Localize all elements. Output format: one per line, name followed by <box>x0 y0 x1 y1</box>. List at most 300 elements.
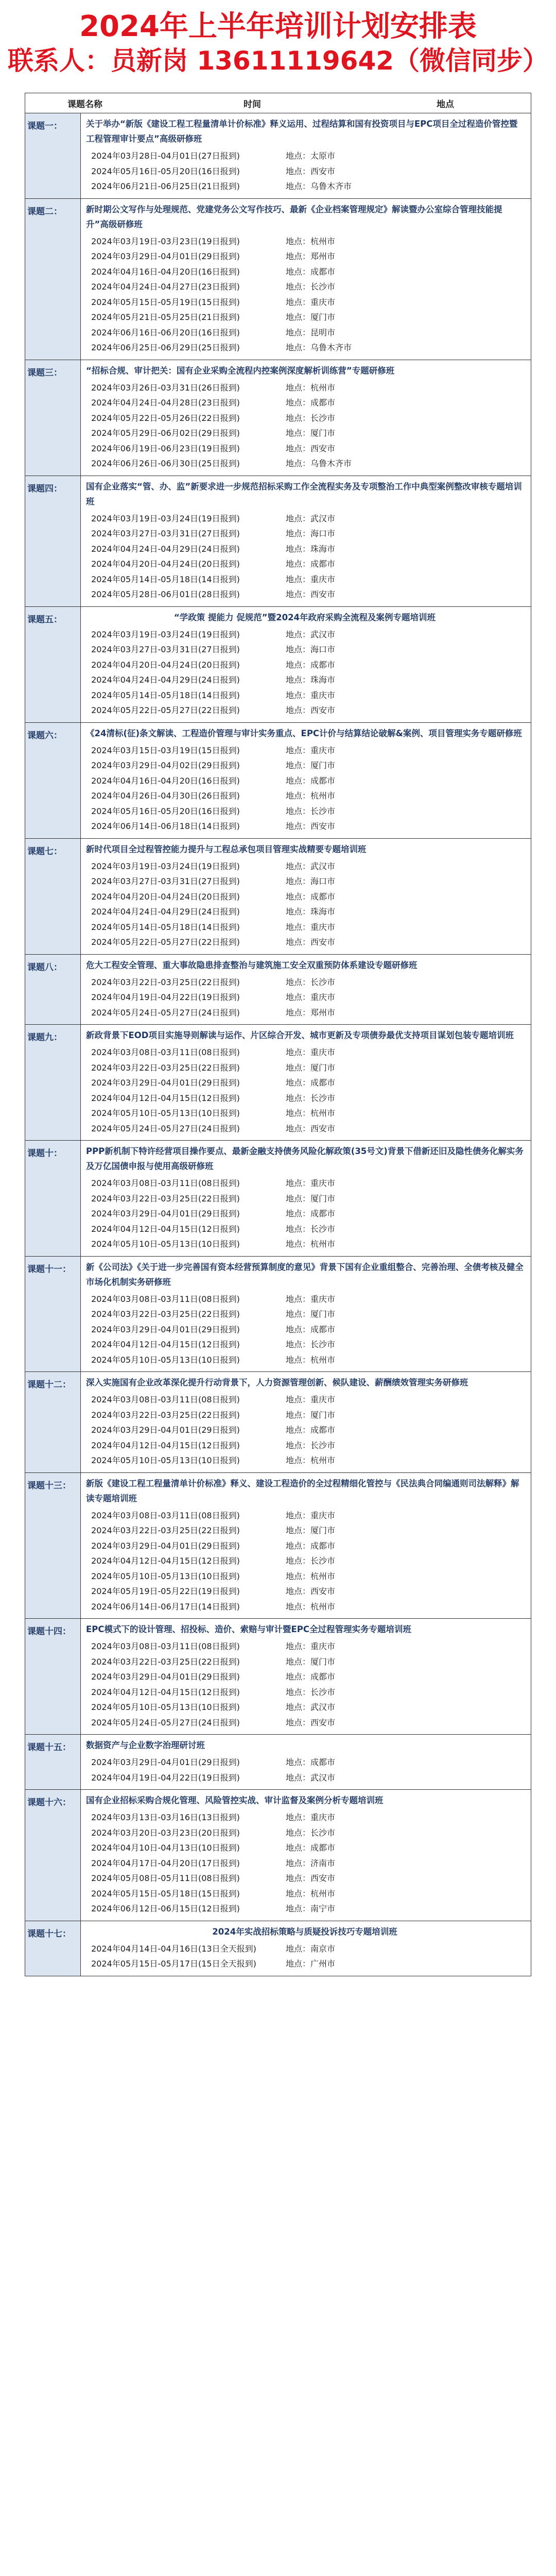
session-checkin: (15日报到) <box>198 745 240 755</box>
session-row <box>86 395 524 411</box>
session-location: 乌鲁木齐市 <box>310 343 352 352</box>
session-location-prefix: 地点： <box>286 1904 311 1913</box>
session-location-prefix: 地点： <box>286 297 311 307</box>
session-location-prefix: 地点： <box>286 443 311 453</box>
session-location-prefix: 地点： <box>286 629 311 639</box>
session-checkin: (13日报到) <box>198 1812 240 1822</box>
session-location: 重庆市 <box>310 690 336 700</box>
session-date: 2024年04月12日-04月15日 <box>91 1556 198 1566</box>
session-location-prefix: 地点： <box>286 151 311 161</box>
session-location-prefix: 地点： <box>286 1641 311 1651</box>
session-checkin: (22日报到) <box>198 1193 240 1204</box>
session-row <box>86 920 524 935</box>
session-location-prefix: 地点： <box>286 1093 311 1103</box>
header-course-name: 课题名称 <box>67 99 102 110</box>
course-topic: 新时代项目全过程管控能力提升与工程总承包项目管理实战精要专题培训班 <box>86 844 367 854</box>
session-location-prefix: 地点： <box>286 1959 311 1969</box>
session-location: 厦门市 <box>310 760 336 770</box>
session-date: 2024年05月14日-05月18日 <box>91 922 198 932</box>
session-checkin: (24日报到) <box>198 1007 240 1018</box>
course-label: 课题二： <box>25 198 81 360</box>
session-checkin: (14日报到) <box>198 922 240 932</box>
session-date: 2024年03月08日-03月11日 <box>91 1294 198 1304</box>
contact-line: 联系人：员新岗 13611119642（微信同步） <box>7 46 549 76</box>
session-row <box>86 743 524 758</box>
session-location: 长沙市 <box>310 1687 336 1697</box>
session-row <box>86 1856 524 1871</box>
session-location: 杭州市 <box>310 236 336 246</box>
session-location-prefix: 地点： <box>286 1540 311 1551</box>
session-location: 厦门市 <box>310 1193 336 1204</box>
session-row <box>86 1191 524 1207</box>
session-location-prefix: 地点： <box>286 1556 311 1566</box>
session-row <box>86 1538 524 1554</box>
session-row <box>86 1045 524 1060</box>
session-checkin: (14日报到) <box>198 821 240 831</box>
table-header-cells <box>25 93 531 113</box>
session-location-prefix: 地点： <box>286 1239 311 1249</box>
session-location: 南宁市 <box>310 1904 336 1913</box>
session-row <box>86 1292 524 1307</box>
session-checkin: (24日报到) <box>198 1123 240 1133</box>
session-location: 重庆市 <box>310 1395 336 1404</box>
session-location: 武汉市 <box>310 1772 336 1783</box>
session-row <box>86 1825 524 1841</box>
session-date: 2024年05月16日-05月20日 <box>91 806 198 816</box>
session-location-prefix: 地点： <box>286 1309 311 1319</box>
session-date: 2024年03月19日-03月24日 <box>91 861 198 871</box>
session-checkin: (19日报到) <box>198 861 240 871</box>
session-location: 广州市 <box>310 1959 336 1969</box>
session-date: 2024年03月29日-04月01日 <box>91 1540 198 1551</box>
session-row <box>86 587 524 602</box>
session-location: 长沙市 <box>310 1440 336 1450</box>
session-row <box>86 1307 524 1322</box>
course-content <box>81 1790 531 1921</box>
session-checkin: (20日报到) <box>198 559 240 569</box>
session-checkin: (08日报到) <box>198 1641 240 1651</box>
course-row <box>25 1921 531 1976</box>
session-location-prefix: 地点： <box>286 282 311 292</box>
session-row <box>86 148 524 164</box>
session-location: 西安市 <box>310 1586 336 1596</box>
session-checkin: (10日报到) <box>198 1702 240 1712</box>
session-checkin: (22日报到) <box>198 1656 240 1667</box>
session-row <box>86 1553 524 1569</box>
session-location-prefix: 地点： <box>286 1340 311 1349</box>
session-date: 2024年04月12日-04月15日 <box>91 1093 198 1103</box>
session-checkin: (16日报到) <box>198 775 240 786</box>
session-checkin: (08日报到) <box>198 1395 240 1404</box>
session-row <box>86 1408 524 1423</box>
course-content <box>81 476 531 606</box>
session-location: 长沙市 <box>310 977 336 987</box>
session-location: 海口市 <box>310 529 336 538</box>
course-label: 课题十二： <box>25 1372 81 1473</box>
session-date: 2024年05月10日-05月13日 <box>91 1571 198 1581</box>
session-location: 珠海市 <box>310 675 336 685</box>
session-row <box>86 889 524 905</box>
session-date: 2024年05月08日-05月11日 <box>91 1873 198 1883</box>
session-row <box>86 703 524 718</box>
session-row <box>86 773 524 789</box>
session-row <box>86 819 524 834</box>
course-row <box>25 722 531 838</box>
session-date: 2024年03月29日-04月02日 <box>91 760 198 770</box>
course-row <box>25 476 531 606</box>
session-location: 长沙市 <box>310 413 336 423</box>
session-location: 成都市 <box>310 1672 336 1682</box>
session-date: 2024年04月17日-04月20日 <box>91 1858 198 1868</box>
session-checkin: (22日报到) <box>198 705 240 715</box>
session-location-prefix: 地点： <box>286 1943 311 1954</box>
session-location-prefix: 地点： <box>286 1702 311 1712</box>
session-checkin: (23日报到) <box>198 398 240 408</box>
session-location: 重庆市 <box>310 992 336 1002</box>
session-location-prefix: 地点： <box>286 659 311 670</box>
session-date: 2024年03月27日-03月31日 <box>91 529 198 538</box>
session-row <box>86 1523 524 1538</box>
session-location: 济南市 <box>310 1858 336 1868</box>
session-location: 珠海市 <box>310 907 336 917</box>
course-topic: “学政策 提能力 促规范”暨2024年政府采购全流程及案例专题培训班 <box>173 612 436 622</box>
session-date: 2024年03月28日-04月01日 <box>91 151 198 161</box>
session-checkin: (15日报到) <box>198 1888 240 1899</box>
session-date: 2024年05月22日-05月27日 <box>91 705 198 715</box>
session-row <box>86 1840 524 1856</box>
session-location-prefix: 地点： <box>286 1672 311 1682</box>
session-location: 长沙市 <box>310 1340 336 1349</box>
session-row <box>86 672 524 688</box>
session-location-prefix: 地点： <box>286 398 311 408</box>
session-row <box>86 642 524 657</box>
header-time: 时间 <box>244 99 261 110</box>
session-date: 2024年05月19日-05月22日 <box>91 1586 198 1596</box>
session-location: 厦门市 <box>310 1526 336 1535</box>
session-location-prefix: 地点： <box>286 589 311 599</box>
session-location-prefix: 地点： <box>286 891 311 902</box>
session-checkin: (28日报到) <box>198 589 240 599</box>
session-location: 重庆市 <box>310 1812 336 1822</box>
session-location: 厦门市 <box>310 1410 336 1420</box>
session-row <box>86 1337 524 1352</box>
session-location-prefix: 地点： <box>286 1812 311 1822</box>
session-location: 昆明市 <box>310 327 336 337</box>
course-topic: 国有企业落实“管、办、监”新要求进一步规范招标采购工作全流程实务及专项整治工作中典型案例整改审核专题培训班 <box>86 481 522 506</box>
course-label: 课题十： <box>25 1141 81 1257</box>
session-location: 厦门市 <box>310 1656 336 1667</box>
session-date: 2024年03月19日-03月24日 <box>91 629 198 639</box>
session-location: 厦门市 <box>310 1309 336 1319</box>
session-date: 2024年04月12日-04月15日 <box>91 1687 198 1697</box>
course-label: 课题十七： <box>25 1921 81 1976</box>
session-location-prefix: 地点： <box>286 922 311 932</box>
session-row <box>86 1685 524 1700</box>
course-topic: 危大工程安全管理、重大事故隐患排查整治与建筑施工安全双重预防体系建设专题研修班 <box>86 960 418 970</box>
session-location-prefix: 地点： <box>286 1294 311 1304</box>
session-date: 2024年06月26日-06月30日 <box>91 459 198 468</box>
session-date: 2024年03月08日-03月11日 <box>91 1178 198 1188</box>
session-checkin: (20日报到) <box>198 1827 240 1838</box>
session-checkin: (10日报到) <box>198 1239 240 1249</box>
session-row <box>86 249 524 264</box>
session-checkin: (19日报到) <box>198 992 240 1002</box>
course-topic: 国有企业招标采购合规化管理、风险管控实战、审计监督及案例分析专题培训班 <box>86 1795 384 1805</box>
session-location: 杭州市 <box>310 1354 336 1365</box>
session-location: 长沙市 <box>310 1224 336 1234</box>
session-date: 2024年03月22日-03月25日 <box>91 977 198 987</box>
session-location: 西安市 <box>310 589 336 599</box>
session-date: 2024年03月29日-04月01日 <box>91 1078 198 1088</box>
session-location-prefix: 地点： <box>286 1843 311 1853</box>
session-date: 2024年05月24日-05月27日 <box>91 1717 198 1727</box>
session-checkin: (22日报到) <box>198 1309 240 1319</box>
session-row <box>86 1091 524 1106</box>
session-date: 2024年03月08日-03月11日 <box>91 1047 198 1057</box>
session-row <box>86 758 524 773</box>
session-checkin: (12日报到) <box>198 1440 240 1450</box>
session-date: 2024年04月20日-04月24日 <box>91 659 198 670</box>
session-row <box>86 380 524 396</box>
session-date: 2024年05月10日-05月13日 <box>91 1108 198 1118</box>
session-date: 2024年05月24日-05月27日 <box>91 1123 198 1133</box>
course-content <box>81 113 531 199</box>
session-location-prefix: 地点： <box>286 977 311 987</box>
session-row <box>86 1584 524 1599</box>
session-date: 2024年03月29日-04月01日 <box>91 1209 198 1218</box>
session-location: 成都市 <box>310 775 336 786</box>
session-date: 2024年05月15日-05月19日 <box>91 297 198 307</box>
session-location-prefix: 地点： <box>286 1123 311 1133</box>
course-topic: 新时期公文写作与处理规范、党建党务公文写作技巧、最新《企业档案管理规定》解读暨办公室综合管理技能提升”高级研修班 <box>86 204 502 229</box>
session-date: 2024年04月20日-04月24日 <box>91 559 198 569</box>
session-checkin: (12日报到) <box>198 1224 240 1234</box>
session-checkin: (29日报到) <box>198 1078 240 1088</box>
session-checkin: (12日报到) <box>198 1904 240 1913</box>
session-checkin: (20日报到) <box>198 891 240 902</box>
session-checkin: (21日报到) <box>198 181 240 191</box>
session-location-prefix: 地点： <box>286 1047 311 1057</box>
session-checkin: (12日报到) <box>198 1687 240 1697</box>
session-location-prefix: 地点： <box>286 1526 311 1535</box>
session-row <box>86 788 524 804</box>
session-row <box>86 1901 524 1917</box>
session-row <box>86 1871 524 1886</box>
course-topic: 新版《建设工程工程量清单计价标准》释义、建设工程造价的全过程精细化管控与《民法典合同编通则司法解释》解读专题培训班 <box>86 1478 519 1503</box>
session-location-prefix: 地点： <box>286 343 311 352</box>
session-row <box>86 1886 524 1902</box>
session-checkin: (14日报到) <box>198 690 240 700</box>
session-date: 2024年05月22日-05月26日 <box>91 413 198 423</box>
session-row <box>86 295 524 310</box>
session-row <box>86 627 524 642</box>
session-row <box>86 1222 524 1237</box>
course-row <box>25 1472 531 1619</box>
session-row <box>86 1956 524 1972</box>
session-checkin: (12日报到) <box>198 1340 240 1349</box>
session-checkin: (12日报到) <box>198 1093 240 1103</box>
session-row <box>86 657 524 673</box>
session-location: 成都市 <box>310 659 336 670</box>
session-checkin: (22日报到) <box>198 977 240 987</box>
session-row <box>86 179 524 194</box>
session-location: 成都市 <box>310 1757 336 1767</box>
course-label: 课题十四： <box>25 1619 81 1735</box>
session-date: 2024年04月26日-04月30日 <box>91 791 198 801</box>
course-label: 课题八： <box>25 954 81 1025</box>
session-location: 杭州市 <box>310 1239 336 1249</box>
session-checkin: (29日报到) <box>198 760 240 770</box>
session-row <box>86 1700 524 1715</box>
session-location: 武汉市 <box>310 1702 336 1712</box>
session-checkin: (08日报到) <box>198 1873 240 1883</box>
session-location-prefix: 地点： <box>286 327 311 337</box>
session-location: 厦门市 <box>310 428 336 438</box>
session-location-prefix: 地点： <box>286 806 311 816</box>
page-header <box>0 0 556 76</box>
course-label: 课题十三： <box>25 1472 81 1619</box>
session-date: 2024年05月24日-05月27日 <box>91 1007 198 1018</box>
session-checkin: (22日报到) <box>198 413 240 423</box>
session-checkin: (12日报到) <box>198 1556 240 1566</box>
session-location: 西安市 <box>310 705 336 715</box>
session-date: 2024年05月21日-05月25日 <box>91 312 198 322</box>
session-checkin: (29日报到) <box>198 251 240 261</box>
session-date: 2024年03月22日-03月25日 <box>91 1309 198 1319</box>
session-row <box>86 1322 524 1337</box>
session-location-prefix: 地点： <box>286 1425 311 1435</box>
course-label: 课题十六： <box>25 1790 81 1921</box>
session-location-prefix: 地点： <box>286 559 311 569</box>
course-topic: 数据资产与企业数字治理研讨班 <box>86 1740 205 1750</box>
session-location: 海口市 <box>310 645 336 654</box>
course-row <box>25 838 531 954</box>
session-location-prefix: 地点： <box>286 821 311 831</box>
session-row <box>86 1422 524 1438</box>
session-location-prefix: 地点： <box>286 1873 311 1883</box>
session-checkin: (16日报到) <box>198 327 240 337</box>
course-topic: PPP新机制下特许经营项目操作要点、最新金融支持债务风险化解政策(35号文)背景下借新还旧及隐性债务化解实务及万亿国债申报与使用高级研修班 <box>86 1146 524 1171</box>
session-row <box>86 1508 524 1523</box>
session-location: 乌鲁木齐市 <box>310 459 352 468</box>
session-date: 2024年05月28日-06月01日 <box>91 589 198 599</box>
session-location-prefix: 地点： <box>286 1108 311 1118</box>
session-location: 武汉市 <box>310 629 336 639</box>
session-location-prefix: 地点： <box>286 1209 311 1218</box>
session-location: 成都市 <box>310 1843 336 1853</box>
session-location-prefix: 地点： <box>286 861 311 871</box>
session-location: 重庆市 <box>310 1294 336 1304</box>
session-date: 2024年04月19日-04月22日 <box>91 1772 198 1783</box>
course-content <box>81 1735 531 1790</box>
session-checkin: (17日报到) <box>198 1858 240 1868</box>
session-row <box>86 1438 524 1453</box>
session-location: 成都市 <box>310 891 336 902</box>
session-date: 2024年06月19日-06月23日 <box>91 443 198 453</box>
course-row <box>25 1790 531 1921</box>
session-location-prefix: 地点： <box>286 992 311 1002</box>
session-location: 成都市 <box>310 1425 336 1435</box>
session-location-prefix: 地点： <box>286 1757 311 1767</box>
session-checkin: (25日报到) <box>198 343 240 352</box>
session-date: 2024年06月21日-06月25日 <box>91 181 198 191</box>
session-row <box>86 1206 524 1222</box>
course-content <box>81 1472 531 1619</box>
session-location-prefix: 地点： <box>286 1193 311 1204</box>
session-date: 2024年03月29日-04月01日 <box>91 1672 198 1682</box>
session-date: 2024年05月16日-05月20日 <box>91 166 198 176</box>
session-date: 2024年04月24日-04月29日 <box>91 907 198 917</box>
course-topic: 2024年实战招标策略与质疑投诉技巧专题培训班 <box>212 1926 397 1937</box>
session-location-prefix: 地点： <box>286 675 311 685</box>
table-header-row <box>25 93 531 113</box>
session-row <box>86 1176 524 1191</box>
session-location: 厦门市 <box>310 1062 336 1073</box>
course-row <box>25 113 531 199</box>
session-date: 2024年03月22日-03月25日 <box>91 1193 198 1204</box>
session-location-prefix: 地点： <box>286 791 311 801</box>
session-checkin: (16日报到) <box>198 806 240 816</box>
session-location: 杭州市 <box>310 382 336 393</box>
session-row <box>86 1639 524 1654</box>
course-label: 课题七： <box>25 838 81 954</box>
course-row <box>25 1025 531 1141</box>
session-location-prefix: 地点： <box>286 166 311 176</box>
session-location: 郑州市 <box>310 1007 336 1018</box>
session-date: 2024年04月12日-04月15日 <box>91 1440 198 1450</box>
session-checkin: (26日报到) <box>198 382 240 393</box>
session-location: 成都市 <box>310 1209 336 1218</box>
course-topic: 关于举办“新版《建设工程工程量清单计价标准》释义运用、过程结算和国有投资项目与EPC项目全过程造价管控暨工程管理审计要点”高级研修班 <box>86 119 518 144</box>
session-date: 2024年04月14日-04月16日 <box>91 1943 198 1954</box>
course-content <box>81 198 531 360</box>
session-location-prefix: 地点： <box>286 1324 311 1334</box>
session-date: 2024年04月20日-04月24日 <box>91 891 198 902</box>
session-checkin: (21日报到) <box>198 312 240 322</box>
session-date: 2024年03月29日-04月01日 <box>91 251 198 261</box>
session-location: 杭州市 <box>310 1601 336 1612</box>
session-location-prefix: 地点： <box>286 937 311 947</box>
session-location: 西安市 <box>310 166 336 176</box>
session-date: 2024年03月13日-03月16日 <box>91 1812 198 1822</box>
session-checkin: (19日报到) <box>198 513 240 523</box>
session-date: 2024年03月29日-04月01日 <box>91 1757 198 1767</box>
session-date: 2024年05月10日-05月13日 <box>91 1354 198 1365</box>
session-checkin: (26日报到) <box>198 791 240 801</box>
session-checkin: (24日报到) <box>198 907 240 917</box>
course-content <box>81 1025 531 1141</box>
session-location-prefix: 地点： <box>286 745 311 755</box>
session-location-prefix: 地点： <box>286 1440 311 1450</box>
session-location-prefix: 地点： <box>286 1224 311 1234</box>
session-checkin: (23日报到) <box>198 282 240 292</box>
course-label: 课题十五： <box>25 1735 81 1790</box>
session-location-prefix: 地点： <box>286 251 311 261</box>
session-row <box>86 1715 524 1731</box>
session-location: 太原市 <box>310 151 336 161</box>
session-location-prefix: 地点： <box>286 236 311 246</box>
session-location: 西安市 <box>310 1873 336 1883</box>
session-date: 2024年04月19日-04月22日 <box>91 992 198 1002</box>
session-date: 2024年03月20日-03月23日 <box>91 1827 198 1838</box>
course-label: 课题九： <box>25 1025 81 1141</box>
session-location: 长沙市 <box>310 1093 336 1103</box>
course-row <box>25 360 531 476</box>
session-location-prefix: 地点： <box>286 1717 311 1727</box>
session-row <box>86 526 524 541</box>
session-location-prefix: 地点： <box>286 544 311 554</box>
session-date: 2024年03月26日-03月31日 <box>91 382 198 393</box>
